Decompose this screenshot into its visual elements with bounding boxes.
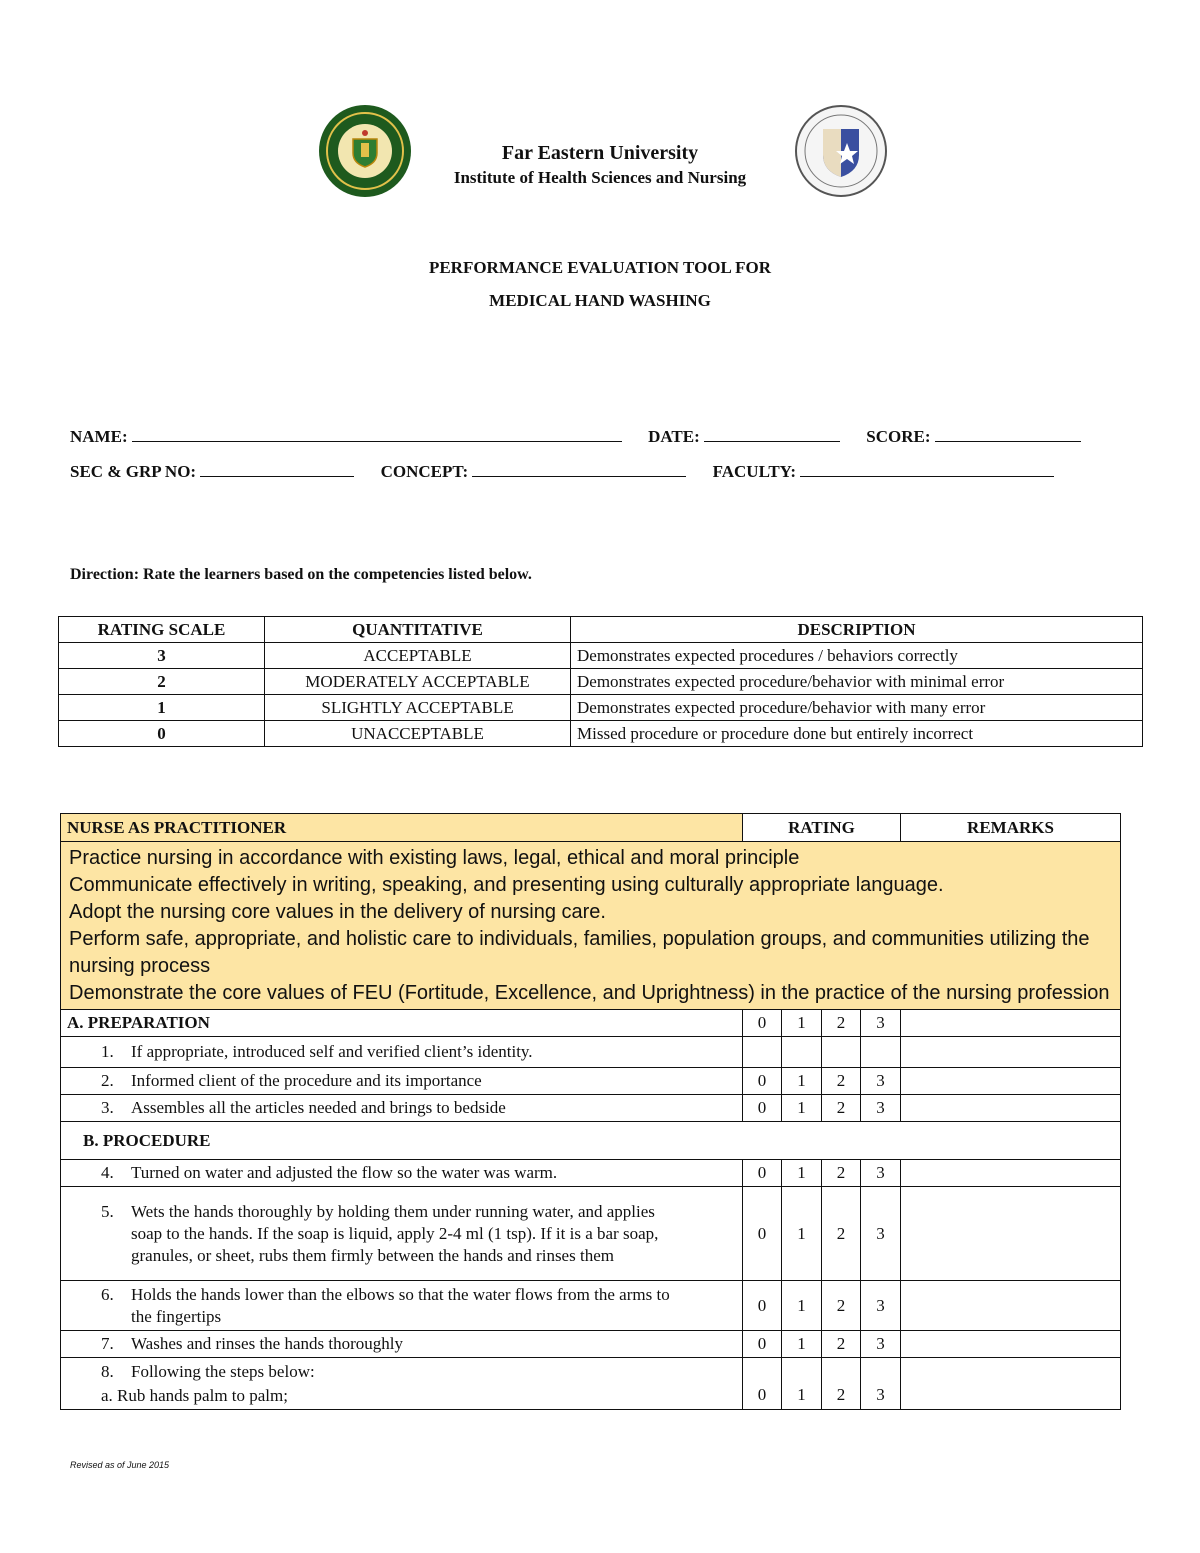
score-2[interactable]: 2 <box>822 1010 861 1037</box>
score-2[interactable]: 2 <box>822 1160 861 1187</box>
score-1[interactable]: 1 <box>782 1010 822 1037</box>
score-1[interactable]: 1 <box>782 1331 822 1358</box>
step-cell <box>61 1095 743 1122</box>
date-label: DATE: <box>648 427 700 446</box>
step-text: Turned on water and adjusted the flow so the water was warm. <box>131 1163 558 1182</box>
table-row <box>61 1331 1121 1358</box>
score-3[interactable]: 3 <box>861 1281 901 1331</box>
remarks-cell[interactable] <box>901 1160 1121 1187</box>
remarks-cell[interactable] <box>901 1068 1121 1095</box>
rating-value: 3 <box>59 643 265 669</box>
university-name: Far Eastern University <box>501 142 699 164</box>
step-text: Wets the hands thoroughly by holding them under running water, and applies soap to the hands. If the soap is liquid, apply 2-4 ml (1 tsp). If it is a bar soap, granules, or sheet, rubs them firmly between the hands and rinses them <box>131 1201 659 1265</box>
section-row <box>61 1010 1121 1037</box>
rating-row <box>59 721 1143 747</box>
score-1[interactable]: 1 <box>782 1160 822 1187</box>
competency-header <box>61 814 1121 842</box>
ihsn-seal-logo <box>789 103 893 199</box>
step-number: 4. <box>101 1163 114 1182</box>
remarks-cell[interactable] <box>901 1331 1121 1358</box>
faculty-field[interactable] <box>800 462 1054 477</box>
rating-row <box>59 643 1143 669</box>
score-3[interactable]: 3 <box>861 1331 901 1358</box>
section-row <box>61 1122 1121 1160</box>
score-field[interactable] <box>935 427 1081 442</box>
score-label: SCORE: <box>866 427 931 446</box>
rating-quantitative: MODERATELY ACCEPTABLE <box>265 669 571 695</box>
step-text: Informed client of the procedure and its importance <box>131 1071 482 1090</box>
score-1[interactable]: 1 <box>782 1281 822 1331</box>
score-3[interactable]: 3 <box>861 1160 901 1187</box>
score-0[interactable]: 0 <box>743 1358 782 1410</box>
competency-table <box>60 813 1121 1410</box>
score-cell[interactable] <box>861 1037 901 1068</box>
rating-quantitative: ACCEPTABLE <box>265 643 571 669</box>
step-number: 3. <box>101 1098 114 1117</box>
rating-quantitative: SLIGHTLY ACCEPTABLE <box>265 695 571 721</box>
step-text: Washes and rinses the hands thoroughly <box>131 1334 403 1353</box>
table-row <box>61 1160 1121 1187</box>
step-cell <box>61 1331 743 1358</box>
direction-text: Direction: Rate the learners based on the competencies listed below. <box>70 566 532 583</box>
rating-value: 0 <box>59 721 265 747</box>
form-row-2 <box>70 462 1054 482</box>
score-2[interactable]: 2 <box>822 1095 861 1122</box>
rating-scale-header <box>59 617 1143 643</box>
step-cell <box>61 1187 743 1281</box>
step-number: 5. <box>101 1201 114 1221</box>
score-1[interactable]: 1 <box>782 1095 822 1122</box>
score-2[interactable]: 2 <box>822 1358 861 1410</box>
institute-name: Institute of Health Sciences and Nursing <box>453 168 747 187</box>
step-text: Assembles all the articles needed and brings to bedside <box>131 1098 506 1117</box>
step-text: Holds the hands lower than the elbows so that the water flows from the arms to the fingertips <box>131 1284 670 1326</box>
remarks-heading: REMARKS <box>901 814 1121 842</box>
score-cell[interactable] <box>822 1037 861 1068</box>
remarks-cell[interactable] <box>901 1095 1121 1122</box>
rating-value: 2 <box>59 669 265 695</box>
step-cell <box>61 1037 743 1068</box>
outcome-item: Practice nursing in accordance with existing laws, legal, ethical and moral principle <box>69 847 800 869</box>
remarks-cell[interactable] <box>901 1281 1121 1331</box>
score-3[interactable]: 3 <box>861 1187 901 1281</box>
score-0[interactable]: 0 <box>743 1068 782 1095</box>
table-row <box>61 1281 1121 1331</box>
score-1[interactable]: 1 <box>782 1068 822 1095</box>
name-field[interactable] <box>132 427 622 442</box>
score-3[interactable]: 3 <box>861 1358 901 1410</box>
revision-note: Revised as of June 2015 <box>70 1460 170 1470</box>
score-2[interactable]: 2 <box>822 1068 861 1095</box>
score-2[interactable]: 2 <box>822 1187 861 1281</box>
outcome-item: Communicate effectively in writing, speaking, and presenting using culturally appropriate language. <box>69 874 944 896</box>
rating-heading: RATING <box>743 814 901 842</box>
rating-value: 1 <box>59 695 265 721</box>
rating-description: Demonstrates expected procedures / behaviors correctly <box>571 643 1143 669</box>
rating-row <box>59 669 1143 695</box>
table-row <box>61 1358 1121 1410</box>
score-1[interactable]: 1 <box>782 1187 822 1281</box>
score-0[interactable]: 0 <box>743 1010 782 1037</box>
sec-grp-field[interactable] <box>200 462 354 477</box>
remarks-cell[interactable] <box>901 1037 1121 1068</box>
document-title-line2: MEDICAL HAND WASHING <box>489 291 711 310</box>
section-preparation: A. PREPARATION <box>61 1010 743 1037</box>
quantitative-col: QUANTITATIVE <box>265 617 571 643</box>
score-cell[interactable] <box>743 1037 782 1068</box>
step-number: 7. <box>101 1334 114 1353</box>
table-row <box>61 1187 1121 1281</box>
remarks-cell[interactable] <box>901 1358 1121 1410</box>
step-cell <box>61 1281 743 1331</box>
score-2[interactable]: 2 <box>822 1331 861 1358</box>
score-0[interactable]: 0 <box>743 1160 782 1187</box>
score-3[interactable]: 3 <box>861 1095 901 1122</box>
step-cell <box>61 1160 743 1187</box>
score-1[interactable]: 1 <box>782 1358 822 1410</box>
name-label: NAME: <box>70 427 128 446</box>
outcome-item: Perform safe, appropriate, and holistic care to individuals, families, population groups, and communities utilizing the nursing process <box>69 928 1090 977</box>
description-col: DESCRIPTION <box>571 617 1143 643</box>
section-procedure: B. PROCEDURE <box>61 1122 1121 1160</box>
step-cell <box>61 1358 743 1410</box>
outcome-item: Demonstrate the core values of FEU (Fortitude, Excellence, and Uprightness) in the practice of the nursing profession <box>69 982 1110 1004</box>
concept-field[interactable] <box>472 462 686 477</box>
table-row <box>61 1095 1121 1122</box>
outcomes-row <box>61 842 1121 1010</box>
step-cell <box>61 1068 743 1095</box>
document-title-line1: PERFORMANCE EVALUATION TOOL FOR <box>428 258 772 277</box>
practitioner-heading: NURSE AS PRACTITIONER <box>61 814 743 842</box>
date-field[interactable] <box>704 427 840 442</box>
step-number: 8. <box>101 1361 114 1381</box>
feu-seal-logo <box>317 103 413 199</box>
step-text: Following the steps below: <box>131 1361 315 1381</box>
rating-scale-table <box>58 616 1143 747</box>
form-row-1 <box>70 427 1081 447</box>
score-0[interactable]: 0 <box>743 1187 782 1281</box>
rating-description: Missed procedure or procedure done but entirely incorrect <box>571 721 1143 747</box>
remarks-cell[interactable] <box>901 1010 1121 1037</box>
concept-label: CONCEPT: <box>380 462 469 481</box>
score-0[interactable]: 0 <box>743 1331 782 1358</box>
sec-grp-label: SEC & GRP NO: <box>70 462 197 481</box>
step-number: 1. <box>101 1042 114 1061</box>
remarks-cell[interactable] <box>901 1187 1121 1281</box>
substep-a: a. Rub hands palm to palm; <box>101 1385 288 1405</box>
step-number: 6. <box>101 1284 114 1304</box>
outcome-item: Adopt the nursing core values in the delivery of nursing care. <box>69 901 606 923</box>
step-text: If appropriate, introduced self and verified client’s identity. <box>131 1042 533 1061</box>
score-2[interactable]: 2 <box>822 1281 861 1331</box>
table-row <box>61 1037 1121 1068</box>
score-3[interactable]: 3 <box>861 1068 901 1095</box>
score-cell[interactable] <box>782 1037 822 1068</box>
table-row <box>61 1068 1121 1095</box>
rating-description: Demonstrates expected procedure/behavior with minimal error <box>571 669 1143 695</box>
step-number: 2. <box>101 1071 114 1090</box>
score-3[interactable]: 3 <box>861 1010 901 1037</box>
learning-outcomes <box>61 842 1121 1010</box>
score-0[interactable]: 0 <box>743 1281 782 1331</box>
faculty-label: FACULTY: <box>712 462 797 481</box>
score-0[interactable]: 0 <box>743 1095 782 1122</box>
rating-description: Demonstrates expected procedure/behavior with many error <box>571 695 1143 721</box>
rating-quantitative: UNACCEPTABLE <box>265 721 571 747</box>
rating-row <box>59 695 1143 721</box>
rating-scale-col: RATING SCALE <box>59 617 265 643</box>
